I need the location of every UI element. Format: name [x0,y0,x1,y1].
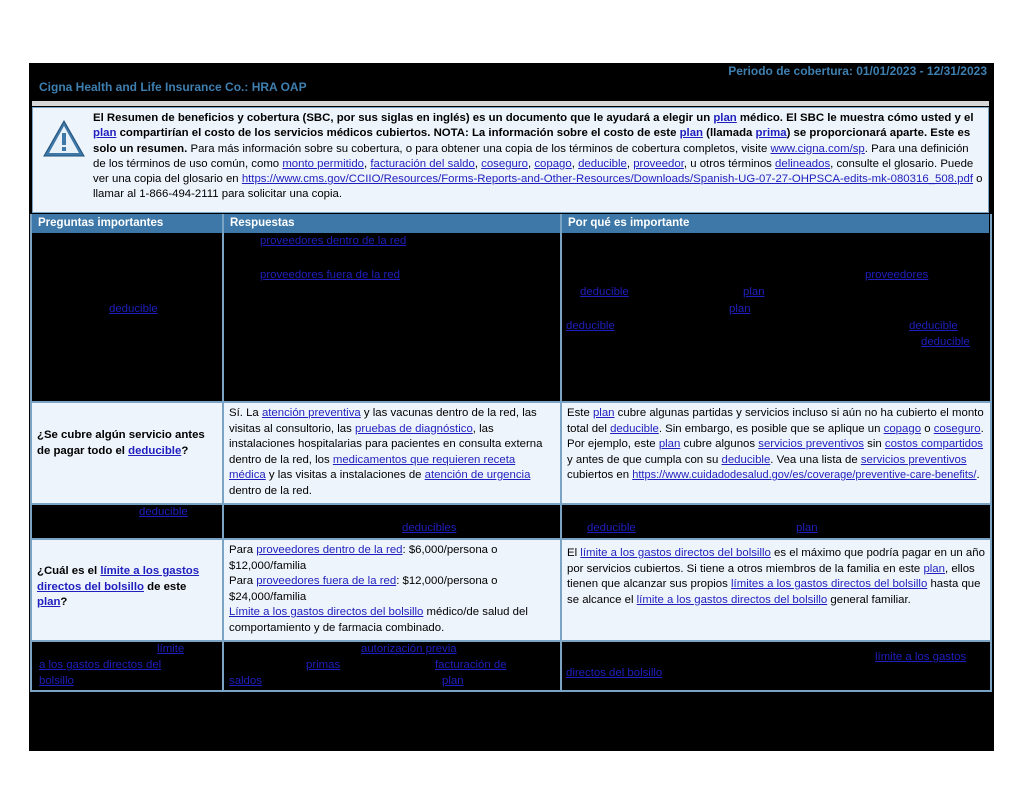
question-text: ? [60,596,68,608]
question-cell [32,403,222,503]
link-deducible[interactable]: deducible [580,286,629,298]
answer-text: Para [229,544,257,556]
why-text: hasta que se alcance el [567,578,981,606]
link-deducible[interactable]: deducible [921,336,970,348]
why-cell [562,403,990,503]
link-delineados[interactable]: delineados [775,157,831,170]
comma: , [571,157,579,170]
link-coseguro[interactable]: coseguro [481,157,529,170]
intro-b2: médico. El SBC le muestra cómo usted y el [736,112,974,124]
grid-line [30,690,992,692]
answer-cell [224,403,560,503]
why-text: sin [863,438,885,450]
comma: , [363,157,371,170]
link-facturacion[interactable]: facturación de [435,659,507,671]
question-text: ¿Cuál es el [37,565,101,577]
why-text: cubre algunas partidas y servicios incluso si aún no ha cubierto el monto total del [567,407,984,435]
grid-line [990,214,992,692]
link-deducible[interactable]: deducible [578,157,627,170]
link-deducible[interactable]: deducible [566,320,615,332]
why-text: y antes de que cumpla con su [567,453,722,466]
link-out-network[interactable]: proveedores fuera de la red [256,575,397,587]
answer-line [229,543,555,574]
link-plan[interactable]: plan [442,675,464,687]
comma: , [626,157,634,170]
sbc-page [29,63,994,751]
question-text: ? [181,444,189,457]
link-copago[interactable]: copago [883,422,922,435]
link-plan[interactable]: plan [713,112,737,124]
intro-r1: Para más información sobre su cobertura, o para obtener una copia de los términos de cobertura completos, visite [187,142,771,155]
link-limite-gastos[interactable]: límite a los gastos [875,651,967,663]
link-plan[interactable]: plan [658,438,681,450]
link-servicios-preventivos[interactable]: servicios preventivos [860,453,967,466]
insurer-name: Cigna Health and Life Insurance Co.: HRA OAP [39,80,307,94]
why-text: . Por ejemplo, este [567,422,984,450]
why-text: general familiar. [827,593,911,606]
link-copago[interactable]: copago [534,157,572,170]
link-coseguro[interactable]: coseguro [933,422,981,435]
link-plan[interactable]: plan [923,562,945,575]
why-cell [562,540,990,640]
question-cell [32,540,222,640]
link-glossary-url[interactable]: https://www.cms.gov/CCIIO/Resources/Forms-Reports-and-Other-Resources/Downloads/Spanish-UG-07-27-OHPSCA-edits-mk-080316_508.pdf [241,173,973,186]
document-header [29,63,994,103]
link-plan[interactable]: plan [37,596,61,608]
answer-text: y las visitas a instalaciones de [265,469,425,481]
answer-line [229,574,555,605]
link-directos-bolsillo[interactable]: directos del bolsillo [566,667,663,679]
answer-text: médico/de salud del comportamiento y de farmacia combinado. [229,606,528,634]
why-text: , ellos tienen que alcanzar sus propios [567,562,975,590]
link-out-network[interactable]: proveedores fuera de la red [260,269,400,281]
link-deducible[interactable]: deducible [721,453,771,466]
link-medicamentos[interactable]: medicamentos que requieren receta médica [229,453,516,481]
grid-line [30,503,992,505]
link-limite-gastos[interactable]: límite a los gastos directos del bolsillo [37,565,200,593]
link-deducible[interactable]: deducible [909,320,958,332]
link-monto-permitido[interactable]: monto permitido [282,157,364,170]
answer-text: , las instalaciones hospitalarias para pacientes en consulta externa dentro de la red, los [229,422,543,466]
link-plan[interactable]: plan [679,127,703,140]
question-text: ¿Se cubre algún servicio antes de pagar todo el [37,429,205,457]
link-limite-gastos[interactable]: Límite a los gastos directos del bolsillo [229,606,424,618]
link-deducibles[interactable]: deducibles [402,522,457,534]
why-text: . Sin embargo, es posible que se aplique un [658,422,884,435]
link-saldos[interactable]: saldos [229,675,262,687]
why-text: El [567,547,581,559]
link-proveedor[interactable]: proveedor [633,157,684,170]
why-text: es el máximo que podría pagar en un año por servicios cubiertos. Si tiene a otros miembros de la familia en este [567,547,985,575]
intro-b5: ) se proporcionará aparte. Este es solo un resumen. [93,127,971,155]
why-text: cubre algunos [680,438,759,450]
intro-b3: compartirían el costo de los servicios médicos cubiertos. NOTA: La información sobre el costo de este [116,127,680,140]
link-plan[interactable]: plan [796,522,818,534]
link-limites-gastos[interactable]: límites a los gastos directos del bolsillo [731,578,928,590]
answer-text: y las vacunas dentro de la red, las visitas al consultorio, las [229,407,537,435]
answer-cell [224,540,560,640]
link-cigna-url[interactable]: www.cigna.com/sp [770,142,865,155]
intro-b1: El Resumen de beneficios y cobertura (SBC, por sus siglas en inglés) es un documento que le ayudará a elegir un [93,112,714,124]
why-text: . [976,469,980,481]
link-plan[interactable]: plan [743,286,765,298]
coverage-period: Periodo de cobertura: 01/01/2023 - 12/31/2023 [728,64,987,78]
intro-box [32,107,989,213]
link-limite-gastos[interactable]: límite a los gastos directos del bolsillo [636,593,828,606]
link-deducible[interactable]: deducible [128,444,182,457]
intro-bold [43,111,983,203]
link-proveedores[interactable]: proveedores [865,269,929,281]
link-in-network[interactable]: proveedores dentro de la red [256,544,403,556]
link-autorizacion-previa[interactable]: autorización previa [361,643,457,655]
link-prima[interactable]: prima [755,127,787,140]
header-divider [32,101,989,106]
intro-r5: o llamar al 1-866-494-2111 para solicitar una copia. [93,173,983,201]
why-text: Este [567,407,593,419]
comma: , [474,157,482,170]
link-plan[interactable]: plan [729,303,751,315]
why-text: o [921,422,934,435]
link-costos-compartidos[interactable]: costos compartidos [884,438,984,450]
why-text: cubiertos en [567,469,633,481]
answer-line [229,605,555,636]
link-deducible[interactable]: deducible [139,506,188,518]
question-text: de este [143,580,187,593]
link-servicios-preventivos[interactable]: servicios preventivos [758,438,864,450]
link-pruebas-diagnostico[interactable]: pruebas de diagnóstico [354,422,473,435]
link-primas[interactable]: primas [306,659,341,671]
link-limite[interactable]: límite [157,643,185,655]
intro-b4: (llamada [703,127,756,140]
col-header-por-que: Por qué es importante [562,214,989,233]
link-gastos-directos[interactable]: a los gastos directos del [39,659,162,671]
why-text: . Vea una lista de [770,453,861,466]
link-preventive-url[interactable]: https://www.cuidadodesalud.gov/es/coverage/preventive-care-benefits/ [632,469,977,481]
comma: , [528,157,535,170]
link-atencion-preventiva[interactable]: atención preventiva [261,407,361,419]
link-deducible[interactable]: deducible [587,522,636,534]
link-plan[interactable]: plan [93,127,117,140]
intro-text [43,111,983,203]
answer-text: dentro de la red. [229,484,312,497]
answer-text: Para [229,575,257,587]
grid-line [30,640,992,642]
intro-r2: . Para una definición de los términos de uso común, como [93,142,969,170]
link-bolsillo[interactable]: bolsillo [39,675,74,687]
link-in-network[interactable]: proveedores dentro de la red [260,235,407,247]
answer-text: : $6,000/persona o $12,000/familia [229,544,498,572]
link-limite-gastos[interactable]: límite a los gastos directos del bolsillo [580,547,771,559]
link-plan[interactable]: plan [592,407,615,419]
answer-text: : $12,000/persona o $24,000/familia [229,575,498,603]
link-atencion-urgencia[interactable]: atención de urgencia [424,469,531,481]
link-deducible[interactable]: deducible [610,422,659,435]
link-facturacion-saldo[interactable]: facturación del saldo [370,157,475,170]
intro-r4: , consulte el glosario. Puede ver una copia del glosario en [93,157,974,186]
col-header-preguntas: Preguntas importantes [32,214,222,233]
col-header-respuestas: Respuestas [224,214,560,233]
intro-r3: , u otros términos [683,157,776,170]
link-deducible[interactable]: deducible [109,303,158,315]
answer-text: Sí. La [229,407,262,419]
